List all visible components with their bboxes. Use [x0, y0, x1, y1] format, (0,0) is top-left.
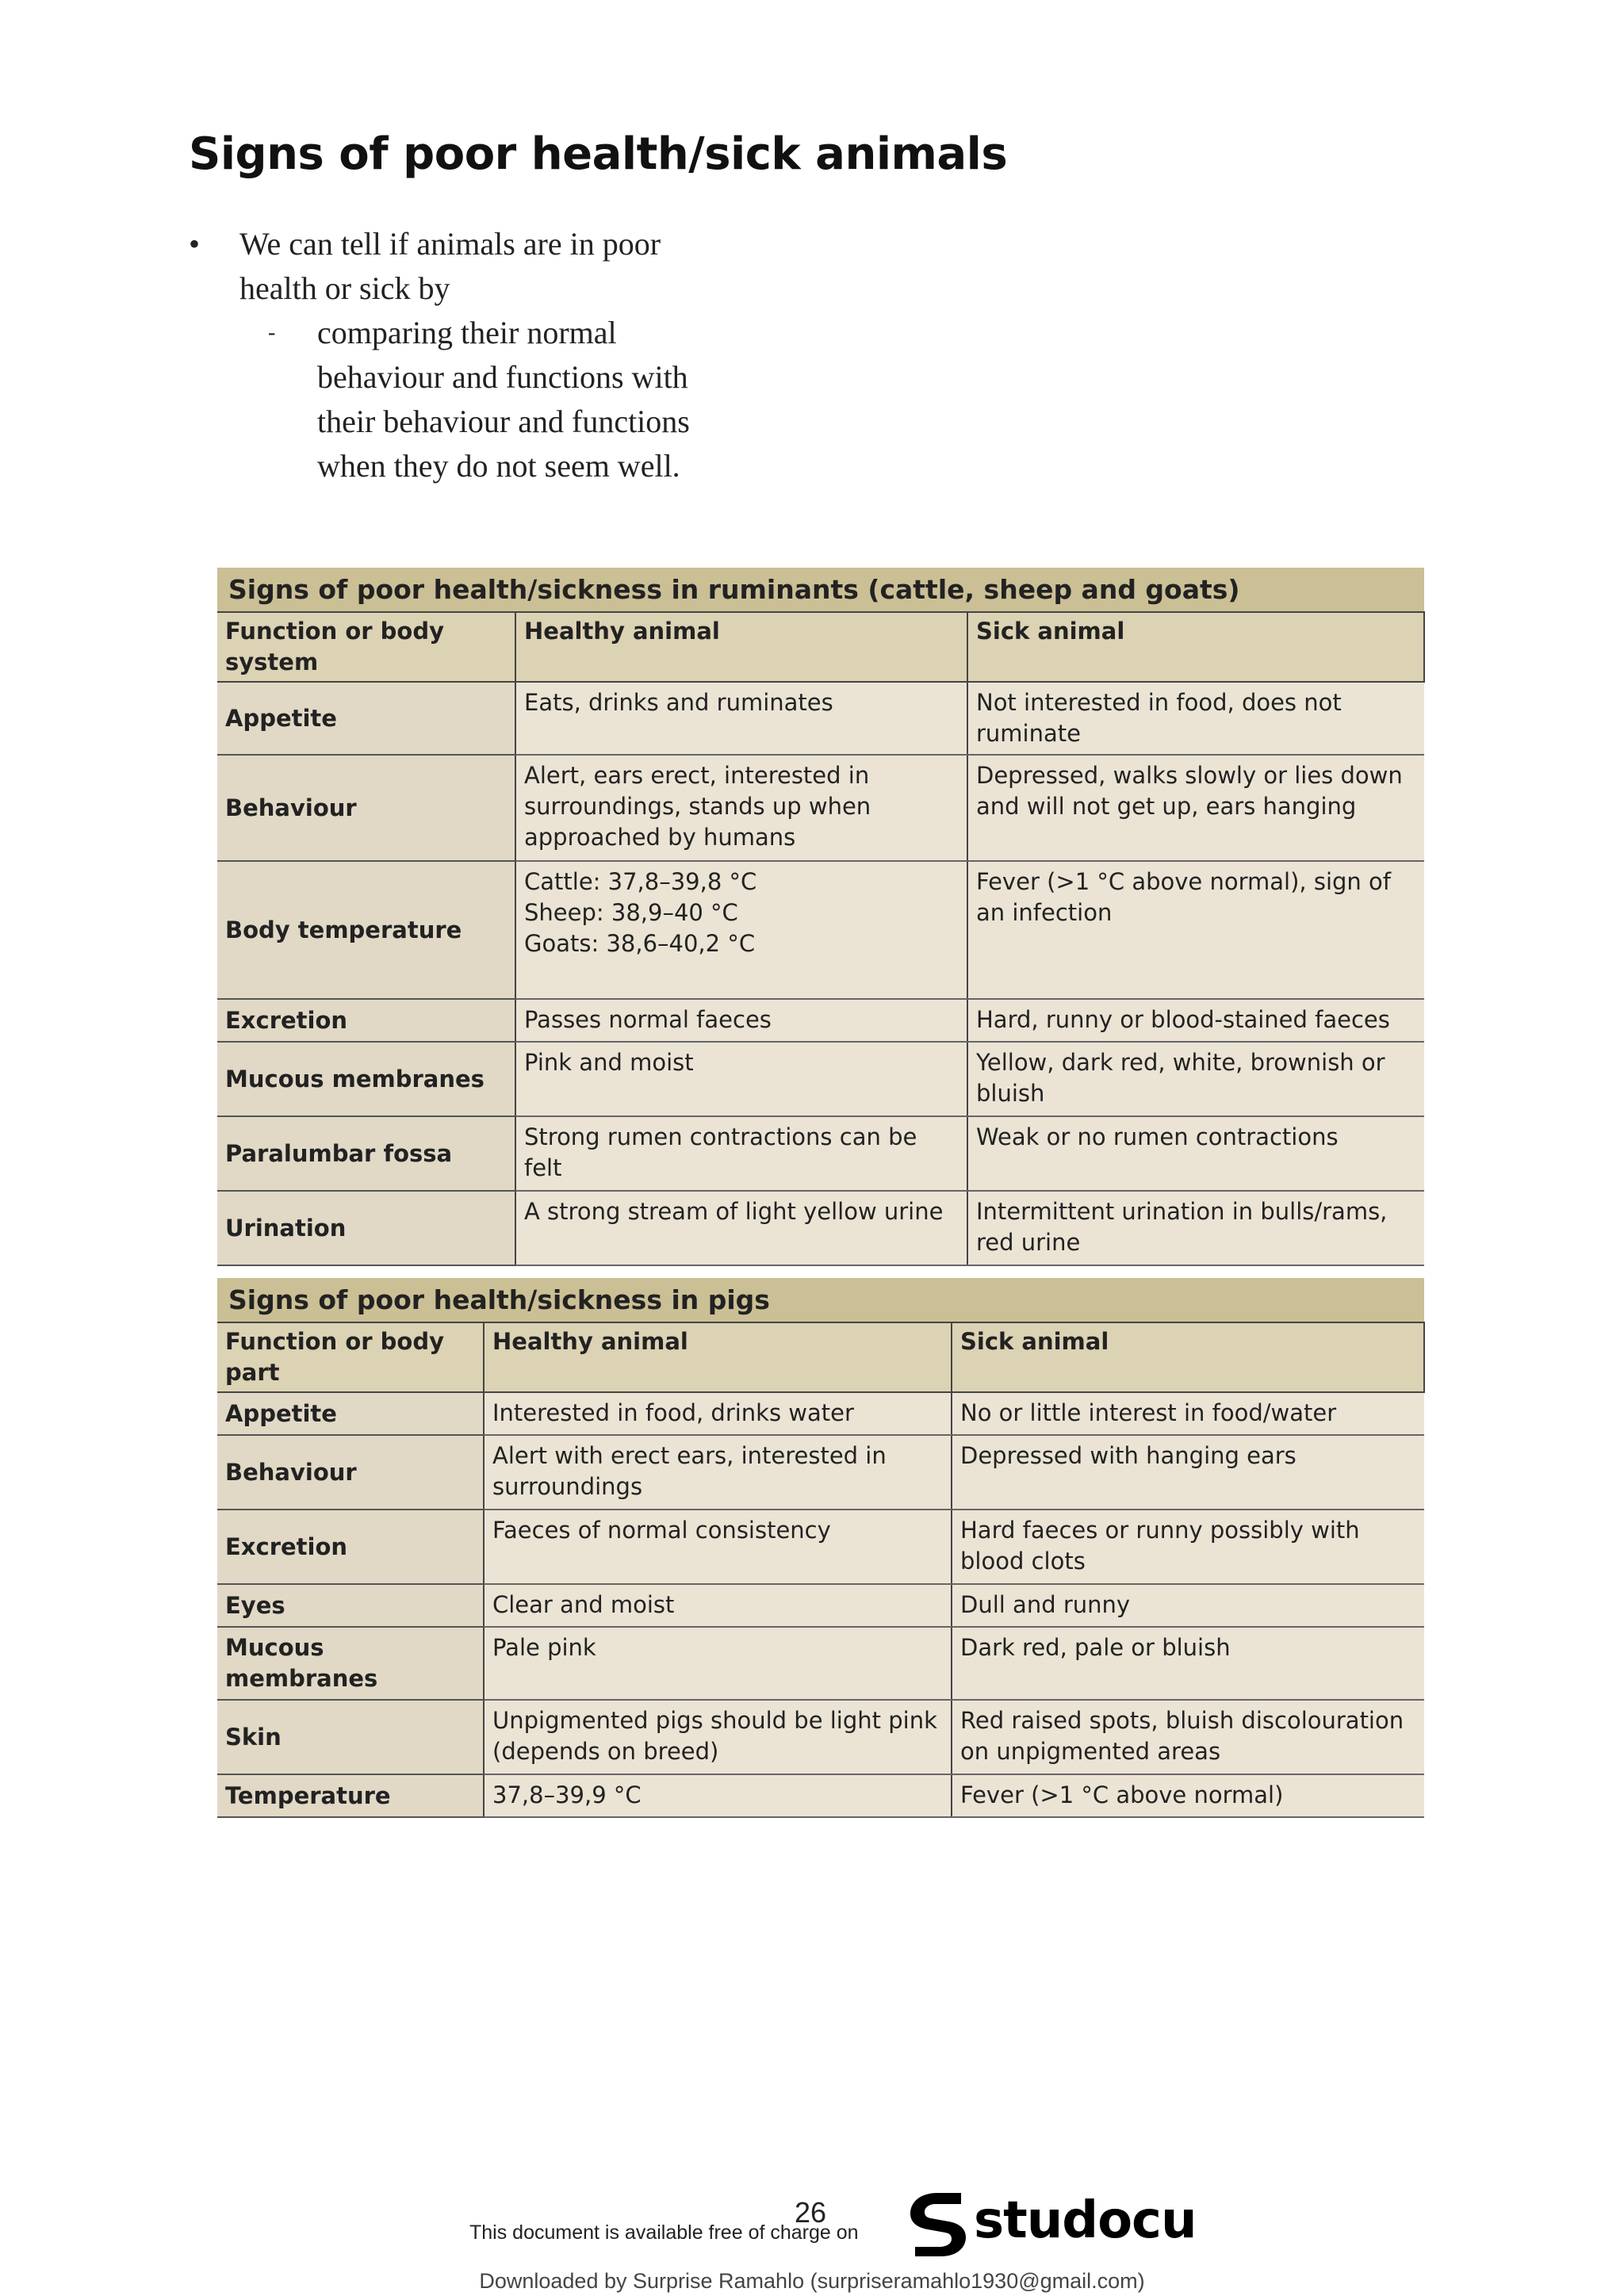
- sub-bullet-line: behaviour and functions with: [317, 359, 688, 395]
- function-cell: Behaviour: [217, 755, 515, 861]
- sick-cell: Fever (>1 °C above normal): [952, 1774, 1424, 1817]
- sick-cell: Hard faeces or runny possibly with blood clots: [952, 1510, 1424, 1584]
- ruminants-table: [217, 568, 1425, 1266]
- table-caption: Signs of poor health/sickness in ruminants (cattle, sheep and goats): [217, 568, 1424, 612]
- table-row: [217, 861, 1424, 999]
- function-cell: Skin: [217, 1700, 484, 1774]
- temperature-line: Goats: 38,6–40,2 °C: [524, 930, 756, 957]
- column-header: Sick animal: [967, 612, 1424, 682]
- column-header: Function or body system: [217, 612, 515, 682]
- function-cell: Mucous membranes: [217, 1627, 484, 1700]
- column-header: Healthy animal: [515, 612, 967, 682]
- sick-cell: Red raised spots, bluish discolouration on unpigmented areas: [952, 1700, 1424, 1774]
- studocu-logo[interactable]: [904, 2188, 1197, 2260]
- table-row: [217, 1774, 1424, 1817]
- sub-bullet-line: comparing their normal: [317, 315, 617, 350]
- function-cell: Excretion: [217, 999, 515, 1042]
- healthy-cell: Pale pink: [484, 1627, 952, 1700]
- table-row: [217, 999, 1424, 1042]
- function-cell: Temperature: [217, 1774, 484, 1817]
- temperature-line: Cattle: 37,8–39,8 °C: [524, 868, 757, 895]
- sick-cell: Fever (>1 °C above normal), sign of an infection: [967, 861, 1424, 999]
- function-cell: Mucous membranes: [217, 1042, 515, 1116]
- page-title: Signs of poor health/sick animals: [189, 128, 1008, 180]
- table-row: [217, 682, 1424, 755]
- table-row: [217, 1627, 1424, 1700]
- healthy-cell: Alert with erect ears, interested in surroundings: [484, 1435, 952, 1510]
- healthy-cell: 37,8–39,9 °C: [484, 1774, 952, 1817]
- sick-cell: Depressed with hanging ears: [952, 1435, 1424, 1510]
- studocu-logo-icon: [904, 2190, 971, 2258]
- table-row: [217, 1510, 1424, 1584]
- table-row: [217, 1392, 1424, 1435]
- sick-cell: Yellow, dark red, white, brownish or bluish: [967, 1042, 1424, 1116]
- availability-note: This document is available free of charge on: [469, 2221, 859, 2244]
- table-row: [217, 1584, 1424, 1627]
- sick-cell: Dark red, pale or bluish: [952, 1627, 1424, 1700]
- sub-bullet-line: their behaviour and functions: [317, 404, 690, 439]
- bullet-line: health or sick by: [239, 270, 450, 306]
- bullet-item: [189, 222, 744, 311]
- sick-cell: Depressed, walks slowly or lies down and will not get up, ears hanging: [967, 755, 1424, 861]
- sick-cell: Weak or no rumen contractions: [967, 1116, 1424, 1191]
- healthy-cell: Eats, drinks and ruminates: [515, 682, 967, 755]
- function-cell: Body temperature: [217, 861, 515, 999]
- function-cell: Excretion: [217, 1510, 484, 1584]
- healthy-cell: Pink and moist: [515, 1042, 967, 1116]
- healthy-cell: Clear and moist: [484, 1584, 952, 1627]
- intro-list: [189, 222, 744, 488]
- column-header: Sick animal: [952, 1322, 1424, 1392]
- sub-bullet-line: when they do not seem well.: [317, 448, 680, 484]
- table-row: [217, 1700, 1424, 1774]
- sick-cell: Hard, runny or blood-stained faeces: [967, 999, 1424, 1042]
- function-cell: Appetite: [217, 1392, 484, 1435]
- page-number: 26: [795, 2196, 827, 2229]
- table-row: [217, 1435, 1424, 1510]
- table-row: [217, 1191, 1424, 1265]
- table-caption: Signs of poor health/sickness in pigs: [217, 1278, 1424, 1322]
- table-row: [217, 1116, 1424, 1191]
- healthy-cell: Passes normal faeces: [515, 999, 967, 1042]
- function-cell: Eyes: [217, 1584, 484, 1627]
- healthy-cell: Alert, ears erect, interested in surroundings, stands up when approached by humans: [515, 755, 967, 861]
- temperature-line: Sheep: 38,9–40 °C: [524, 899, 738, 926]
- sick-cell: Intermittent urination in bulls/rams, red urine: [967, 1191, 1424, 1265]
- function-cell: Paralumbar fossa: [217, 1116, 515, 1191]
- sick-cell: Not interested in food, does not ruminate: [967, 682, 1424, 755]
- column-header: Function or body part: [217, 1322, 484, 1392]
- download-attribution: Downloaded by Surprise Ramahlo (surpriseramahlo1930@gmail.com): [479, 2269, 1145, 2293]
- logo-wordmark: studocu: [974, 2191, 1197, 2250]
- healthy-cell: Faeces of normal consistency: [484, 1510, 952, 1584]
- healthy-cell: Strong rumen contractions can be felt: [515, 1116, 967, 1191]
- bullet-line: We can tell if animals are in poor: [239, 226, 661, 262]
- sick-cell: No or little interest in food/water: [952, 1392, 1424, 1435]
- table-row: [217, 755, 1424, 861]
- sick-cell: Dull and runny: [952, 1584, 1424, 1627]
- healthy-cell: Unpigmented pigs should be light pink (depends on breed): [484, 1700, 952, 1774]
- table-row: [217, 1042, 1424, 1116]
- dash-icon: -: [268, 320, 276, 345]
- function-cell: Urination: [217, 1191, 515, 1265]
- bullet-icon: •: [189, 226, 201, 262]
- function-cell: Behaviour: [217, 1435, 484, 1510]
- healthy-cell: Interested in food, drinks water: [484, 1392, 952, 1435]
- column-header: Healthy animal: [484, 1322, 952, 1392]
- healthy-cell: A strong stream of light yellow urine: [515, 1191, 967, 1265]
- healthy-cell: [515, 861, 967, 999]
- function-cell: Appetite: [217, 682, 515, 755]
- sub-bullet-item: [189, 311, 744, 488]
- pigs-table: [217, 1278, 1425, 1818]
